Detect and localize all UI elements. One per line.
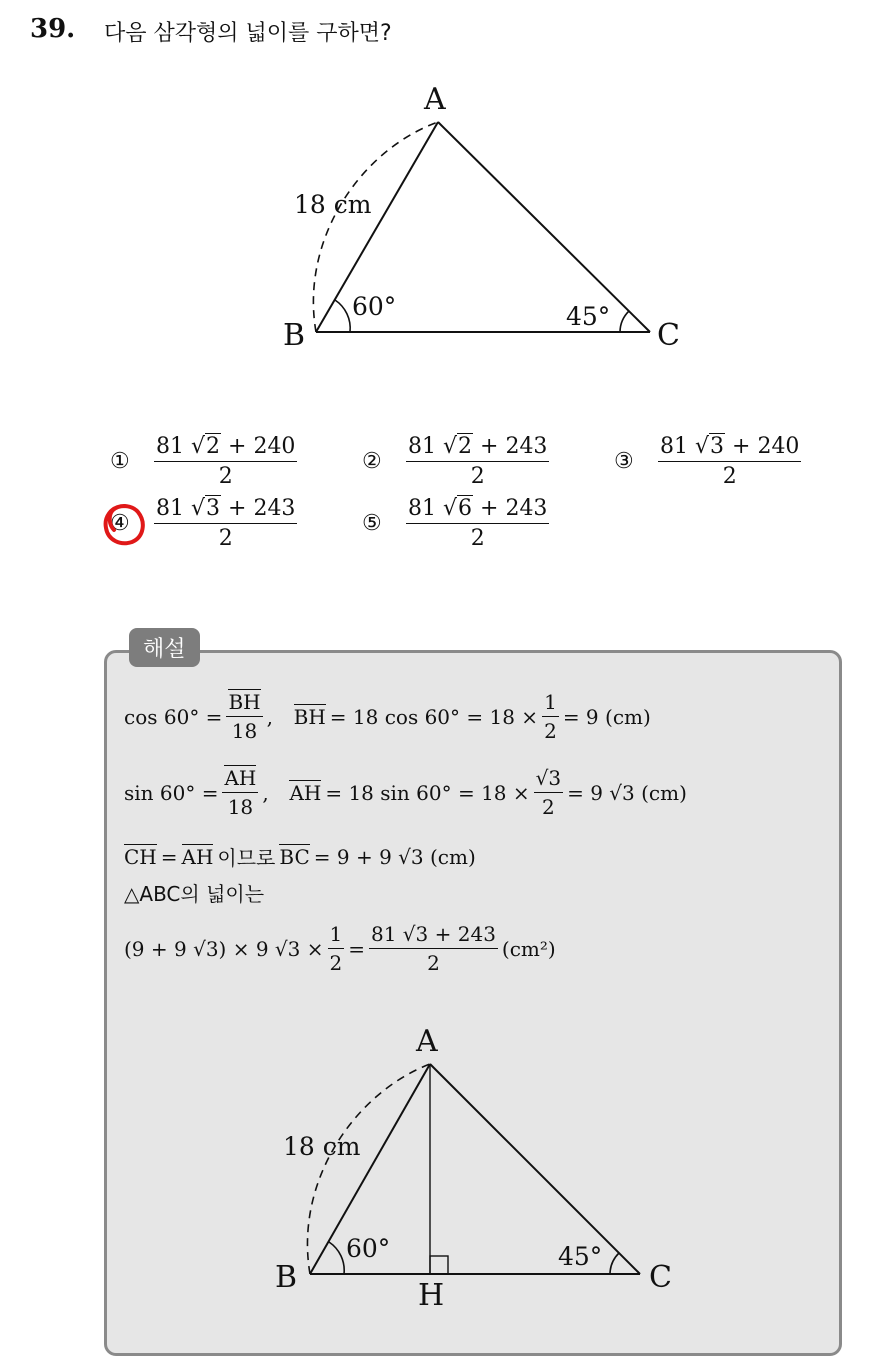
- angle-b-label: 60°: [352, 292, 397, 321]
- question-number: 39.: [30, 14, 76, 44]
- choice-1-number: ①: [110, 449, 130, 474]
- explanation-line-3: CH = AH 이므로 BC = 9 + 9 √3 (cm): [124, 844, 476, 870]
- angle-c-arc: [620, 311, 629, 332]
- choice-2[interactable]: [362, 434, 549, 489]
- right-angle-mark: [430, 1256, 448, 1274]
- angle-b-arc-2: [329, 1242, 344, 1274]
- choice-1-value: $\frac{81 √2 + 240}{2}$: [156, 434, 296, 489]
- answer-mark-circle: [100, 500, 150, 550]
- side-length-label: 18 cm: [294, 190, 372, 219]
- angle-c-arc-2: [610, 1253, 619, 1274]
- explanation-tag: 해설: [129, 628, 200, 667]
- side-length-label-2: 18 cm: [283, 1132, 361, 1161]
- choice-5-value: $\frac{81 √6 + 243}{2}$: [408, 496, 548, 551]
- explanation-line-2: sin 60° = $\frac{AH}{18}$ , AH = 18 sin 60° = 18 × $\frac{√3}{2}$ = 9 √3 (cm): [124, 766, 687, 819]
- explanation-line-1: cos 60° = $\frac{BH}{18}$ , BH = 18 cos 60° = 18 × $\frac{1}{2}$ = 9 (cm): [124, 690, 651, 743]
- triangle-figure-1: [0, 0, 884, 400]
- choice-5-number: ⑤: [362, 511, 382, 536]
- choice-5[interactable]: [362, 496, 549, 551]
- vertex-b-label-2: B: [275, 1260, 298, 1295]
- vertex-h-label: H: [418, 1278, 445, 1313]
- choice-1[interactable]: [110, 434, 297, 489]
- angle-b-label-2: 60°: [346, 1234, 391, 1263]
- choice-2-number: ②: [362, 449, 382, 474]
- angle-b-arc: [335, 300, 350, 332]
- question-text: 다음 삼각형의 넓이를 구하면?: [104, 21, 392, 46]
- vertex-a-label: A: [424, 82, 446, 117]
- choice-4-value: $\frac{81 √3 + 243}{2}$: [156, 496, 296, 551]
- explanation-line-5: (9 + 9 √3) × 9 √3 × $\frac{1}{2}$ = $\frac{81 √3 + 243}{2}$ (cm²): [124, 922, 556, 975]
- vertex-c-label: C: [657, 318, 680, 353]
- vertex-c-label-2: C: [649, 1260, 672, 1295]
- explanation-line-4: △ABC의 넓이는: [124, 882, 265, 906]
- choice-4-number: ④: [110, 511, 130, 536]
- choice-3-value: $\frac{81 √3 + 240}{2}$: [660, 434, 800, 489]
- angle-c-label-2: 45°: [558, 1242, 603, 1271]
- vertex-a-label-2: A: [416, 1024, 438, 1059]
- choice-3-number: ③: [614, 449, 634, 474]
- choice-3[interactable]: [614, 434, 801, 489]
- angle-c-label: 45°: [566, 302, 611, 331]
- vertex-b-label: B: [283, 318, 306, 353]
- choice-2-value: $\frac{81 √2 + 243}{2}$: [408, 434, 548, 489]
